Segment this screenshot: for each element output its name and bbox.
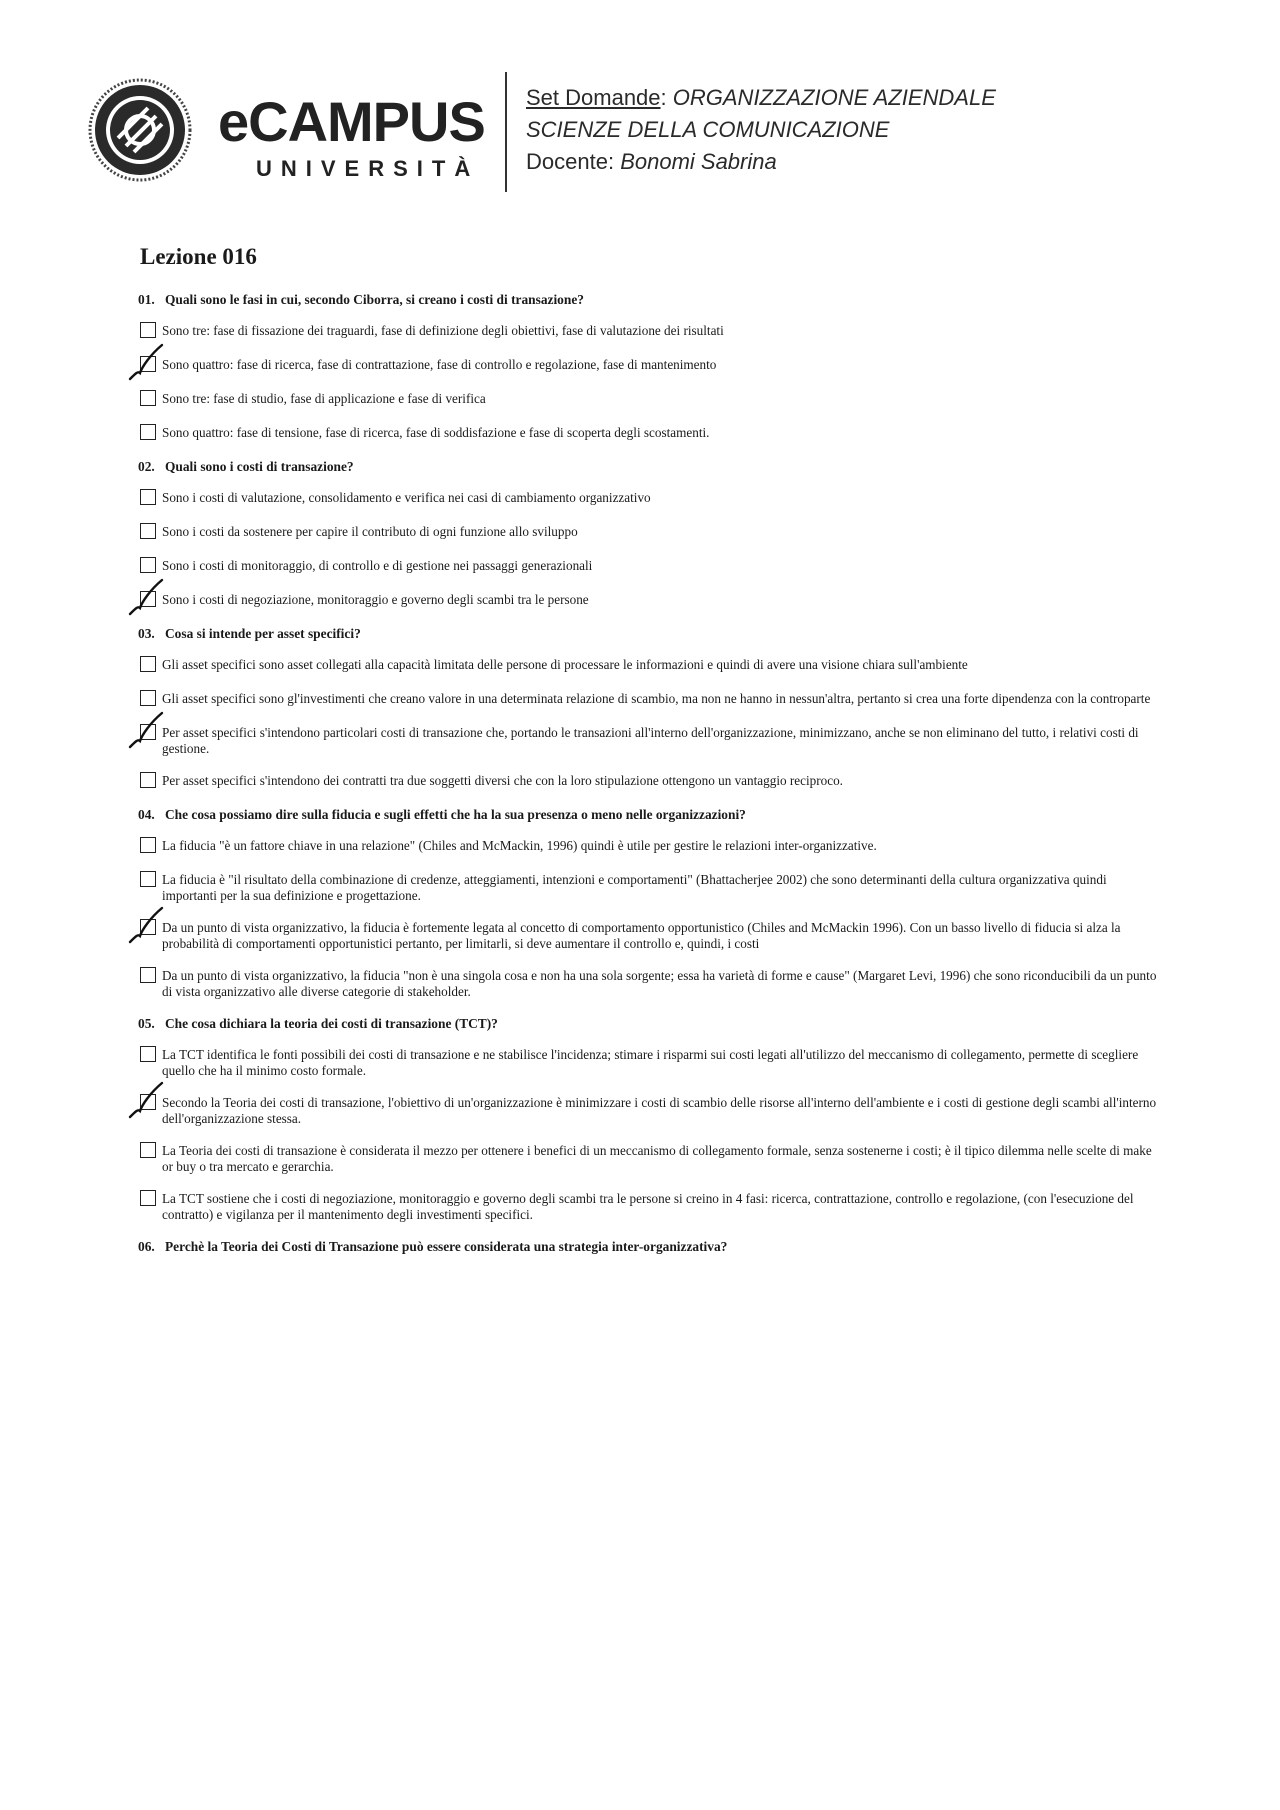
question-number: 03.: [138, 626, 155, 641]
answer-text: Gli asset specifici sono asset collegati alla capacità limitata delle persone di processare le informazioni e quindi di avere una visione chiara sull'ambiente: [162, 657, 968, 672]
question-number: 06.: [138, 1239, 155, 1254]
answer-checkbox[interactable]: [140, 690, 156, 706]
answer-text: Sono quattro: fase di tensione, fase di ricerca, fase di soddisfazione e fase di scoperta degli scostamenti.: [162, 425, 710, 440]
question-text: [138, 292, 1158, 308]
answer-checkbox[interactable]: [140, 390, 156, 406]
question-label: Perchè la Teoria dei Costi di Transazione può essere considerata una strategia inter-organizzativa?: [165, 1239, 728, 1254]
set-info: [526, 82, 996, 178]
question-text: [138, 459, 1158, 475]
answer-text: Sono tre: fase di fissazione dei traguardi, fase di definizione degli obiettivi, fase di valutazione dei risultati: [162, 323, 724, 338]
handwritten-check-icon: [128, 578, 168, 618]
answer-option[interactable]: [138, 691, 1158, 709]
answer-option[interactable]: [138, 773, 1158, 791]
answer-option[interactable]: [138, 425, 1158, 443]
answer-text: La Teoria dei costi di transazione è considerata il mezzo per ottenere i benefici di un meccanismo di collegamento formale, senza sostenerne i costi; è il tipico dilemma nelle scelte di make or buy o tra mercato e gerarchia.: [162, 1143, 1152, 1174]
answer-checkbox[interactable]: [140, 871, 156, 887]
answer-text: Sono i costi di valutazione, consolidamento e verifica nei casi di cambiamento organizzativo: [162, 490, 651, 505]
answer-text: La TCT identifica le fonti possibili dei costi di transazione e ne stabilisce l'incidenza; stimare i risparmi sui costi legati all'utilizzo del meccanismo di collegamento, permette di scegliere quello che ha il minimo costo formale.: [162, 1047, 1139, 1078]
answer-checkbox[interactable]: [140, 557, 156, 573]
question-2: [138, 459, 1158, 610]
set-label: Set Domande: [526, 85, 661, 110]
answer-option[interactable]: [138, 1143, 1158, 1175]
set-value: ORGANIZZAZIONE AZIENDALE: [672, 85, 996, 110]
answer-option[interactable]: [138, 490, 1158, 508]
answer-checkbox[interactable]: [140, 656, 156, 672]
question-label: Quali sono le fasi in cui, secondo Ciborra, si creano i costi di transazione?: [165, 292, 584, 307]
answer-text: La fiducia è "il risultato della combinazione di credenze, atteggiamenti, intenzioni e comportamenti" (Bhattacherjee 2002) che sono determinanti della cultura organizzativa quindi importanti per la sua definizione e progettazione.: [162, 872, 1107, 903]
question-text: [138, 807, 1158, 823]
set-line: Set Domande: ORGANIZZAZIONE AZIENDALE: [526, 85, 996, 110]
answer-option[interactable]: [138, 1095, 1158, 1127]
question-number: 04.: [138, 807, 155, 822]
answer-text: La TCT sostiene che i costi di negoziazione, monitoraggio e governo degli scambi tra le persone si creino in 4 fasi: ricerca, contrattazione, controllo e regolazione, (con l'esecuzione del contratto) e vigilanza per il mantenimento degli investimenti specifici.: [162, 1191, 1134, 1222]
answer-text: Sono tre: fase di studio, fase di applicazione e fase di verifica: [162, 391, 486, 406]
answer-text: Da un punto di vista organizzativo, la fiducia è fortemente legata al concetto di comportamento opportunistico (Chiles and McMackin 1996). Con un basso livello di fiducia si alza la probabilità di comportamenti opportunistici pertanto, per limitarli, si deve aumentare il controllo e, quindi, i costi: [162, 920, 1121, 951]
answer-option[interactable]: [138, 920, 1158, 952]
question-number: 02.: [138, 459, 155, 474]
question-label: Quali sono i costi di transazione?: [165, 459, 354, 474]
teacher-label: Docente: [526, 149, 608, 174]
lesson-title: Lezione 016: [140, 244, 257, 269]
answer-text: Sono i costi di negoziazione, monitoraggio e governo degli scambi tra le persone: [162, 592, 589, 607]
brand-name: eCAMPUS: [218, 90, 485, 153]
answer-option[interactable]: [138, 725, 1158, 757]
header-divider: [505, 72, 507, 192]
question-label: Che cosa dichiara la teoria dei costi di transazione (TCT)?: [165, 1016, 498, 1031]
answer-option[interactable]: [138, 838, 1158, 856]
question-6: [138, 1239, 1158, 1255]
answer-option[interactable]: [138, 524, 1158, 542]
answer-option[interactable]: [138, 1047, 1158, 1079]
question-label: Cosa si intende per asset specifici?: [165, 626, 361, 641]
answer-text: Gli asset specifici sono gl'investimenti che creano valore in una determinata relazione di scambio, ma non ne hanno in nessun'altra, pertanto si crea una forte dipendenza con la controparte: [162, 691, 1151, 706]
question-number: 05.: [138, 1016, 155, 1031]
document-header: [88, 66, 1198, 196]
question-text: [138, 1239, 1158, 1255]
answer-checkbox[interactable]: [140, 1142, 156, 1158]
brand-subtitle: UNIVERSITÀ: [256, 156, 480, 181]
answer-option[interactable]: [138, 558, 1158, 576]
answer-checkbox[interactable]: [140, 967, 156, 983]
handwritten-check-icon: [128, 1081, 168, 1121]
answer-text: Sono quattro: fase di ricerca, fase di contrattazione, fase di controllo e regolazione, fase di mantenimento: [162, 357, 717, 372]
question-text: [138, 626, 1158, 642]
handwritten-check-icon: [128, 906, 168, 946]
answer-option[interactable]: [138, 872, 1158, 904]
answer-text: Per asset specifici s'intendono particolari costi di transazione che, portando le transazioni all'interno dell'organizzazione, minimizzano, anche se non eliminano del tutto, i relativi costi di gestione.: [162, 725, 1139, 756]
answer-checkbox[interactable]: [140, 523, 156, 539]
question-5: [138, 1016, 1158, 1223]
answer-checkbox[interactable]: [140, 772, 156, 788]
question-4: [138, 807, 1158, 1000]
answer-checkbox[interactable]: [140, 1190, 156, 1206]
answer-text: Sono i costi di monitoraggio, di controllo e di gestione nei passaggi generazionali: [162, 558, 593, 573]
answer-checkbox[interactable]: [140, 1046, 156, 1062]
question-text: [138, 1016, 1158, 1032]
answer-checkbox[interactable]: [140, 424, 156, 440]
course-name: SCIENZE DELLA COMUNICAZIONE: [526, 117, 890, 142]
handwritten-check-icon: [128, 711, 168, 751]
handwritten-check-icon: [128, 343, 168, 383]
answer-option[interactable]: [138, 391, 1158, 409]
question-label: Che cosa possiamo dire sulla fiducia e sugli effetti che ha la sua presenza o meno nelle organizzazioni?: [165, 807, 746, 822]
answer-text: La fiducia "è un fattore chiave in una relazione" (Chiles and McMackin, 1996) quindi è utile per gestire le relazioni inter-organizzative.: [162, 838, 877, 853]
answer-option[interactable]: [138, 357, 1158, 375]
answer-option[interactable]: [138, 657, 1158, 675]
answer-option[interactable]: [138, 1191, 1158, 1223]
ecampus-seal-logo: [88, 78, 192, 182]
question-3: [138, 626, 1158, 791]
answer-text: Da un punto di vista organizzativo, la fiducia "non è una singola cosa e non ha una sola sorgente; essa ha varietà di forme e cause" (Margaret Levi, 1996) che sono riconducibili da un punto di vista organizzativo alle diverse categorie di stakeholder.: [162, 968, 1157, 999]
brand: [218, 90, 485, 182]
answer-text: Per asset specifici s'intendono dei contratti tra due soggetti diversi che con la loro stipulazione ottengono un vantaggio reciproco.: [162, 773, 843, 788]
answer-text: Secondo la Teoria dei costi di transazione, l'obiettivo di un'organizzazione è minimizzare i costi di scambio delle risorse all'interno dell'ambiente e i costi di gestione degli scambi all'interno dell'organizzazione stessa.: [162, 1095, 1157, 1126]
answer-text: Sono i costi da sostenere per capire il contributo di ogni funzione allo sviluppo: [162, 524, 578, 539]
question-1: [138, 292, 1158, 443]
teacher-name: Bonomi Sabrina: [620, 149, 777, 174]
answer-option[interactable]: [138, 323, 1158, 341]
question-number: 01.: [138, 292, 155, 307]
answer-checkbox[interactable]: [140, 837, 156, 853]
answer-option[interactable]: [138, 592, 1158, 610]
teacher-line: Docente: Bonomi Sabrina: [526, 149, 777, 174]
answer-checkbox[interactable]: [140, 322, 156, 338]
answer-option[interactable]: [138, 968, 1158, 1000]
answer-checkbox[interactable]: [140, 489, 156, 505]
question-list: [138, 292, 1158, 1270]
